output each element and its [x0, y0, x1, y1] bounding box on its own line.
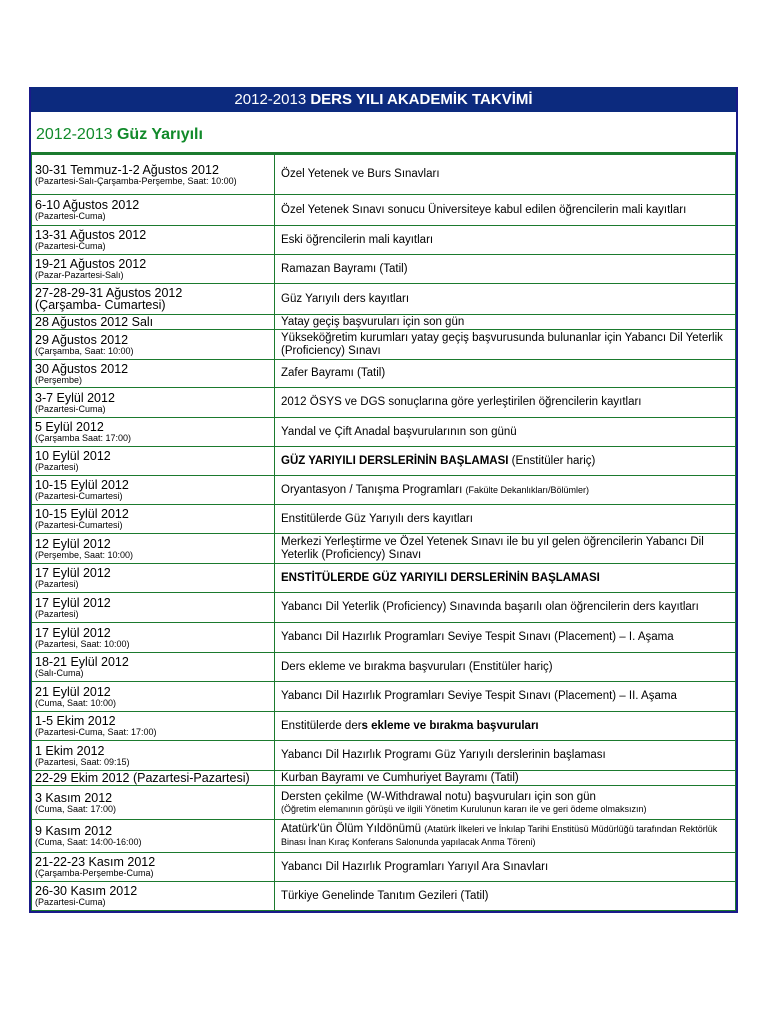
date-main: 21 Eylül 2012 [35, 684, 111, 699]
date-main: 17 Eylül 2012 [35, 566, 111, 580]
event-note: (Öğretim elemanının görüşü ve ilgili Yönetim Kurulunun kararı ile ve geri ödeme olmaksızın) [281, 804, 647, 814]
date-main: 18-21 Eylül 2012 [35, 655, 129, 669]
calendar-row [32, 853, 736, 882]
date-main: 10-15 Eylül 2012 [35, 507, 129, 521]
date-cell [32, 786, 275, 820]
event-text: Güz Yarıyılı ders kayıtları [281, 292, 410, 305]
date-main: 30 Ağustos 2012 [35, 361, 129, 376]
event-note: (Atatürk İlkeleri ve İnkılap Tarihi Enstitüsü Müdürlüğü tarafından Rektörlük Binası İnan Kıraç Konferans Salonunda yapılacak Anma Töreni) [281, 824, 718, 847]
calendar-row [32, 786, 736, 820]
date-detail: (Pazartesi) [35, 608, 79, 619]
event-cell [275, 315, 736, 330]
calendar-row [32, 255, 736, 284]
date-cell [32, 388, 275, 418]
event-cell [275, 653, 736, 682]
event-cell [275, 593, 736, 623]
date-main: 30-31 Temmuz-1-2 Ağustos 2012 [35, 162, 219, 177]
calendar-row [32, 505, 736, 534]
event-cell [275, 853, 736, 882]
date-main: 17 Eylül 2012 [35, 595, 111, 610]
calendar-row [32, 593, 736, 623]
date-main: 10-15 Eylül 2012 [35, 478, 129, 492]
date-cell [32, 534, 275, 564]
date-detail: (Salı-Cuma) [35, 668, 84, 678]
event-text: Enstitülerde der [281, 719, 362, 732]
date-cell [32, 330, 275, 360]
event-cell [275, 771, 736, 786]
date-main: 27-28-29-31 Ağustos 2012 [35, 285, 183, 300]
date-main: 26-30 Kasım 2012 [35, 884, 138, 898]
date-detail: (Pazartesi-Cumartesi) [35, 491, 123, 501]
date-detail: (Pazartesi) [35, 462, 79, 472]
date-cell [32, 360, 275, 388]
semester-heading [31, 112, 736, 154]
date-detail: (Pazartesi-Cuma, Saat: 17:00) [35, 727, 157, 737]
event-highlight: GÜZ YARIYILI DERSLERİNİN BAŞLAMASI [281, 454, 509, 467]
date-cell [32, 226, 275, 255]
date-cell [32, 155, 275, 195]
date-main: 29 Ağustos 2012 [35, 332, 129, 347]
calendar-row [32, 330, 736, 360]
date-detail: (Perşembe) [35, 374, 83, 385]
event-text: Zafer Bayramı (Tatil) [281, 367, 386, 379]
date-main: 12 Eylül 2012 [35, 536, 111, 551]
date-cell [32, 284, 275, 315]
date-cell [32, 505, 275, 534]
event-highlight: s ekleme ve bırakma başvuruları [361, 719, 539, 732]
calendar-row [32, 682, 736, 712]
date-cell [32, 476, 275, 505]
event-text: Özel Yetenek ve Burs Sınavları [281, 168, 440, 180]
date-detail: (Cuma, Saat: 17:00) [35, 803, 117, 814]
event-text: Kurban Bayramı ve Cumhuriyet Bayramı (Tatil) [281, 771, 519, 784]
event-cell [275, 741, 736, 771]
event-text: Ramazan Bayramı (Tatil) [281, 262, 408, 275]
date-detail: (Pazartesi, Saat: 10:00) [35, 638, 130, 649]
event-cell [275, 712, 736, 741]
date-main: 21-22-23 Kasım 2012 [35, 855, 156, 869]
date-main: 3-7 Eylül 2012 [35, 390, 115, 405]
date-detail: (Çarşamba Saat: 17:00) [35, 433, 132, 443]
date-cell [32, 682, 275, 712]
calendar-row [32, 195, 736, 226]
date-main: 9 Kasım 2012 [35, 824, 113, 838]
event-cell [275, 505, 736, 534]
event-text: Yabancı Dil Hazırlık Programı Güz Yarıyılı derslerinin başlaması [281, 749, 606, 761]
semester-name: Güz Yarıyılı [116, 126, 203, 143]
date-detail: (Pazar-Pazartesi-Salı) [35, 270, 124, 280]
event-cell [275, 388, 736, 418]
date-main: 28 Ağustos 2012 Salı [35, 315, 154, 329]
date-main: 1 Ekim 2012 [35, 743, 105, 758]
date-detail: (Pazartesi, Saat: 09:15) [35, 756, 130, 767]
event-text: Yatay geçiş başvuruları için son gün [281, 315, 465, 328]
date-cell [32, 593, 275, 623]
event-text: Yabancı Dil Hazırlık Programları Seviye Tespit Sınavı (Placement) – I. Aşama [281, 631, 674, 643]
date-main: 10 Eylül 2012 [35, 449, 111, 463]
event-text: Eski öğrencilerin mali kayıtları [281, 233, 434, 246]
date-detail: (Cuma, Saat: 10:00) [35, 697, 117, 708]
event-text: Özel Yetenek Sınavı sonucu Üniversiteye kabul edilen öğrencilerin mali kayıtları [281, 203, 687, 216]
calendar-row [32, 155, 736, 195]
event-text: Yabancı Dil Hazırlık Programları Yarıyıl Ara Sınavları [281, 860, 549, 873]
date-detail: (Çarşamba- Cumartesi) [35, 297, 166, 312]
event-text: Yandal ve Çift Anadal başvurularının son günü [281, 425, 517, 438]
date-detail: (Çarşamba-Perşembe-Cuma) [35, 868, 154, 878]
date-cell [32, 255, 275, 284]
calendar-table [31, 154, 736, 911]
event-cell [275, 682, 736, 712]
event-cell [275, 786, 736, 820]
title-text: DERS YILI AKADEMİK TAKVİMİ [306, 91, 533, 108]
date-detail: (Pazartesi-Cumartesi) [35, 520, 123, 530]
date-detail: (Cuma, Saat: 14:00-16:00) [35, 837, 142, 847]
event-cell [275, 820, 736, 853]
calendar-row [32, 315, 736, 330]
calendar-row [32, 388, 736, 418]
calendar-row [32, 623, 736, 653]
date-cell [32, 741, 275, 771]
date-cell [32, 623, 275, 653]
calendar-row [32, 360, 736, 388]
event-cell [275, 418, 736, 447]
date-cell [32, 195, 275, 226]
date-cell [32, 315, 275, 330]
date-cell [32, 564, 275, 593]
date-main: 3 Kasım 2012 [35, 790, 113, 805]
date-cell [32, 447, 275, 476]
event-cell [275, 476, 736, 505]
calendar-row [32, 226, 736, 255]
calendar-row [32, 564, 736, 593]
event-cell [275, 155, 736, 195]
event-text: Ders ekleme ve bırakma başvuruları (Enstitüler hariç) [281, 660, 553, 673]
event-cell [275, 195, 736, 226]
calendar-row [32, 653, 736, 682]
date-detail: (Pazartesi-Cuma) [35, 403, 106, 414]
calendar-title [31, 87, 736, 112]
calendar-row [32, 534, 736, 564]
calendar-row [32, 476, 736, 505]
date-detail: (Pazartesi-Cuma) [35, 897, 106, 907]
calendar-row [32, 447, 736, 476]
calendar-row [32, 284, 736, 315]
date-cell [32, 820, 275, 853]
date-main: 1-5 Ekim 2012 [35, 714, 116, 728]
event-text: (Enstitüler hariç) [508, 454, 596, 467]
event-text: Atatürk'ün Ölüm Yıldönümü [281, 823, 425, 835]
date-main: 13-31 Ağustos 2012 [35, 228, 147, 242]
date-cell [32, 853, 275, 882]
event-cell [275, 564, 736, 593]
date-cell [32, 882, 275, 911]
event-cell [275, 330, 736, 360]
event-cell [275, 534, 736, 564]
calendar-row [32, 882, 736, 911]
event-cell [275, 623, 736, 653]
event-text: Merkezi Yerleştirme ve Özel Yetenek Sınavı ile bu yıl gelen öğrencilerin Yabancı Dil Yeterlik (Proficiency) Sınavı [281, 535, 704, 561]
date-detail: (Pazartesi-Salı-Çarşamba-Perşembe, Saat: 10:00) [35, 175, 237, 186]
event-text: Yabancı Dil Yeterlik (Proficiency) Sınavında başarılı olan öğrencilerin ders kayıtları [281, 601, 699, 613]
event-cell [275, 226, 736, 255]
date-detail: (Pazartesi-Cuma) [35, 211, 106, 221]
date-cell [32, 771, 275, 786]
date-main: 6-10 Ağustos 2012 [35, 198, 140, 212]
event-highlight: ENSTİTÜLERDE GÜZ YARIYILI DERSLERİNİN BAŞLAMASI [281, 571, 600, 584]
event-text: Enstitülerde Güz Yarıyılı ders kayıtları [281, 512, 473, 525]
event-cell [275, 447, 736, 476]
date-cell [32, 653, 275, 682]
event-cell [275, 882, 736, 911]
event-text: Oryantasyon / Tanışma Programları [281, 483, 466, 496]
date-detail: (Pazartesi-Cuma) [35, 241, 106, 251]
date-main: 17 Eylül 2012 [35, 625, 111, 640]
calendar-row [32, 712, 736, 741]
date-detail: (Perşembe, Saat: 10:00) [35, 549, 134, 560]
calendar-row [32, 418, 736, 447]
date-cell [32, 712, 275, 741]
date-main: 5 Eylül 2012 [35, 420, 104, 434]
date-cell [32, 418, 275, 447]
title-year: 2012-2013 [234, 91, 307, 108]
event-text: 2012 ÖSYS ve DGS sonuçlarına göre yerleştirilen öğrencilerin kayıtları [281, 396, 642, 408]
semester-year: 2012-2013 [36, 126, 117, 143]
calendar-row [32, 741, 736, 771]
event-text: Yabancı Dil Hazırlık Programları Seviye Tespit Sınavı (Placement) – II. Aşama [281, 690, 677, 702]
event-cell [275, 360, 736, 388]
date-detail: (Çarşamba, Saat: 10:00) [35, 345, 134, 356]
calendar-row [32, 820, 736, 853]
event-text: Yükseköğretim kurumları yatay geçiş başvurusunda bulunanlar için Yabancı Dil Yeterlik (Proficiency) Sınavı [281, 331, 723, 357]
date-detail: (Pazartesi) [35, 579, 79, 589]
event-note: (Fakülte Dekanlıkları/Bölümler) [465, 484, 590, 495]
event-cell [275, 255, 736, 284]
date-main: 19-21 Ağustos 2012 [35, 257, 147, 271]
event-text: Dersten çekilme (W-Withdrawal notu) başvuruları için son gün [281, 791, 596, 803]
date-main: 22-29 Ekim 2012 (Pazartesi-Pazartesi) [35, 771, 250, 785]
event-text: Türkiye Genelinde Tanıtım Gezileri (Tatil) [281, 889, 489, 902]
calendar-sheet [29, 87, 738, 913]
event-cell [275, 284, 736, 315]
calendar-row [32, 771, 736, 786]
